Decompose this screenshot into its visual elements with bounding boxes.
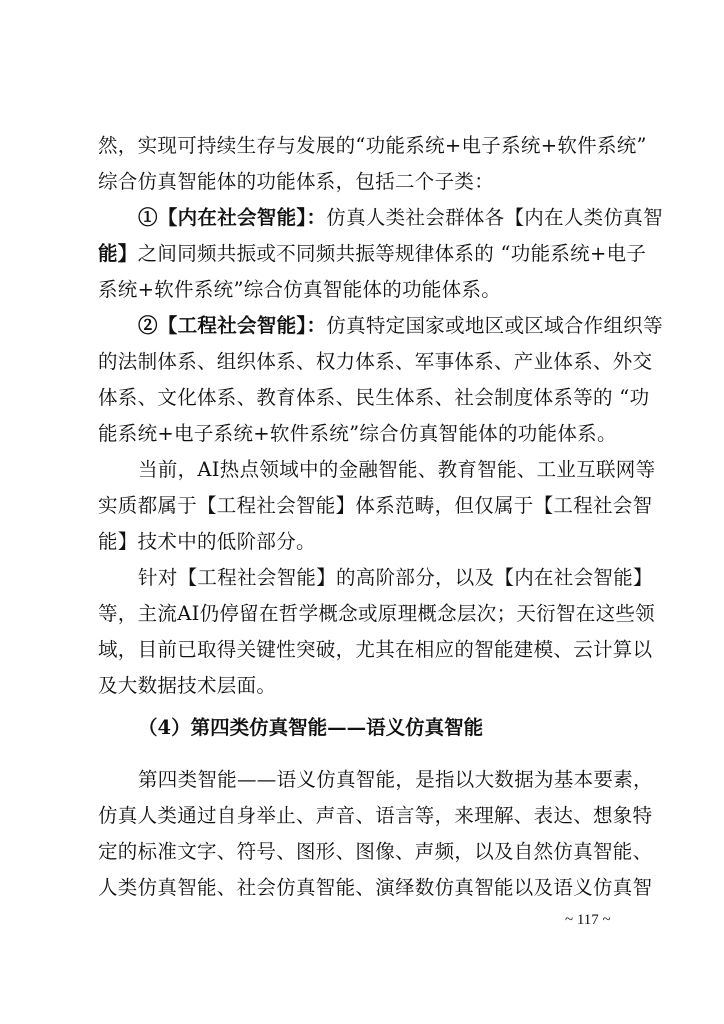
text-line: 人类仿真智能、社会仿真智能、演绎数仿真智能以及语义仿真智	[98, 876, 653, 899]
sub-item-text: 仿真人类社会群体各【内在人类仿真智	[326, 206, 663, 229]
text-bold: 能】	[98, 242, 138, 265]
text-line: 能】技术中的低阶部分。	[98, 530, 316, 553]
text-line: 第四类智能——语义仿真智能，是指以大数据为基本要素，	[138, 768, 653, 791]
text-line: 体系、文化体系、教育体系、民生体系、社会制度体系等的 “功	[98, 386, 650, 409]
text-line: 综合仿真智能体的功能体系，包括二个子类：	[98, 170, 495, 193]
text-line: 及大数据技术层面。	[98, 674, 277, 697]
sub-item-text: 仿真特定国家或地区或区域合作组织等	[326, 314, 663, 337]
text-line: 针对【工程社会智能】的高阶部分，以及【内在社会智能】	[138, 566, 653, 589]
text-line: 等，主流AI仍停留在哲学概念或原理概念层次；天衍智在这些领	[98, 602, 655, 625]
text-line: 然，实现可持续生存与发展的“功能系统+电子系统+软件系统”	[98, 134, 647, 157]
text-normal: 之间同频共振或不同频共振等规律体系的 “功能系统+电子	[137, 242, 647, 265]
text-line: 当前，AI热点领域中的金融智能、教育智能、工业互联网等	[138, 458, 656, 481]
text-line: 域，目前已取得关键性突破，尤其在相应的智能建模、云计算以	[98, 638, 653, 661]
text-line: 系统+软件系统”综合仿真智能体的功能体系。	[98, 278, 502, 301]
section-heading: （4）第四类仿真智能——语义仿真智能	[138, 716, 484, 739]
sub-item-engineering-social	[98, 308, 663, 344]
text-line: 的法制体系、组织体系、权力体系、军事体系、产业体系、外交	[98, 350, 653, 373]
page-number: ~ 117 ~	[565, 912, 611, 928]
sub-item-inner-social	[98, 200, 663, 236]
text-line: 仿真人类通过自身举止、声音、语言等，来理解、表达、想象特	[98, 804, 653, 827]
text-line: 实质都属于【工程社会智能】体系范畴，但仅属于【工程社会智	[98, 494, 653, 517]
sub-item-title: ②【工程社会智能】：	[138, 314, 327, 337]
text-line: 定的标准文字、符号、图形、图像、声频，以及自然仿真智能、	[98, 840, 653, 863]
body-text	[98, 128, 663, 704]
sub-item-title: ①【内在社会智能】：	[138, 206, 327, 229]
text-line: 能系统+电子系统+软件系统”综合仿真智能体的功能体系。	[98, 422, 617, 445]
section-paragraph	[98, 762, 653, 906]
text-line	[98, 236, 647, 272]
